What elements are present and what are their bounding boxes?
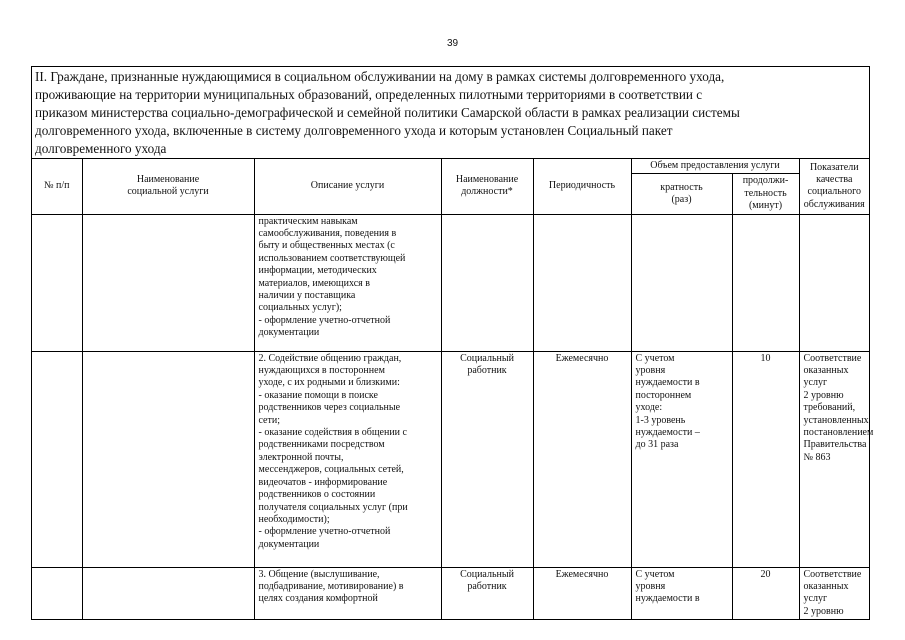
page-number: 39 <box>446 38 459 49</box>
cell-description: 3. Общение (выслушивание, подбадривание, мотивирование) в целях создания комфортной <box>254 567 441 620</box>
header-periodicity: Периодичность <box>533 159 631 214</box>
cell-quality: Соответствие оказанных услуг 2 уровню <box>799 567 869 620</box>
cell-quality: Соответствие оказанных услуг 2 уровню требований, установленных постановлением Правительства № 863 <box>799 351 869 567</box>
cell-number <box>32 351 82 567</box>
cell-duration <box>732 214 799 351</box>
table-row <box>32 567 869 620</box>
section-heading-line: долговременного ухода, включенные в систему долговременного ухода и которым установлен Социальный пакет <box>35 123 673 138</box>
document-frame <box>31 66 874 620</box>
cell-position: Социальный работник <box>441 567 533 620</box>
cell-periodicity: Ежемесячно <box>533 351 631 567</box>
cell-multiplicity <box>631 214 732 351</box>
header-duration: продолжи- тельность (минут) <box>732 174 799 214</box>
cell-service-name <box>82 567 254 620</box>
cell-periodicity <box>533 214 631 351</box>
section-heading-line: приказом министерства социально-демографической и семейной политики Самарской области в рамках реализации системы <box>35 105 740 120</box>
header-position: Наименование должности* <box>441 159 533 214</box>
cell-position <box>441 214 533 351</box>
cell-service-name <box>82 351 254 567</box>
header-service-name: Наименование социальной услуги <box>82 159 254 214</box>
cell-position: Социальный работник <box>441 351 533 567</box>
section-heading <box>32 67 869 159</box>
table-row <box>32 214 869 351</box>
table-row <box>32 351 869 567</box>
header-number: № п/п <box>32 159 82 214</box>
cell-multiplicity: С учетом уровня нуждаемости в <box>631 567 732 620</box>
cell-service-name <box>82 214 254 351</box>
cell-number <box>32 567 82 620</box>
cell-multiplicity: С учетом уровня нуждаемости в постороннем уходе: 1-3 уровень нуждаемости – до 31 раза <box>631 351 732 567</box>
table-header-row <box>32 159 869 174</box>
section-heading-line: долговременного ухода <box>35 141 167 156</box>
cell-number <box>32 214 82 351</box>
header-quality: Показатели качества социального обслуживания <box>799 159 869 214</box>
header-volume: Объем предоставления услуги <box>631 159 799 174</box>
cell-quality <box>799 214 869 351</box>
cell-duration: 20 <box>732 567 799 620</box>
section-heading-line: II. Граждане, признанные нуждающимися в социальном обслуживании на дому в рамках системы долговременного ухода, <box>35 69 725 84</box>
cell-description: 2. Содействие общению граждан, нуждающихся в постороннем уходе, с их родными и близкими: - оказание помощи в поиске родственников через социальные сети; - оказание содействия в общении с родственниками посредством электронной почты, мессенджеров, социальных сетей, видеочатов - информирование родственников о состоянии получателя социальных услуг (при необходимости); - оформление учетно-отчетной документации <box>254 351 441 567</box>
cell-description: практическим навыкам самообслуживания, поведения в быту и общественных местах (с использованием соответствующей информации, методических материалов, имеющихся в наличии у поставщика социальных услуг); - оформление учетно-отчетной документации <box>254 214 441 351</box>
section-heading-line: проживающие на территории муниципальных образований, определенных пилотными территориями в соответствии с <box>35 87 703 102</box>
services-table <box>32 159 874 620</box>
header-description: Описание услуги <box>254 159 441 214</box>
header-multiplicity: кратность (раз) <box>631 174 732 214</box>
cell-periodicity: Ежемесячно <box>533 567 631 620</box>
cell-duration: 10 <box>732 351 799 567</box>
